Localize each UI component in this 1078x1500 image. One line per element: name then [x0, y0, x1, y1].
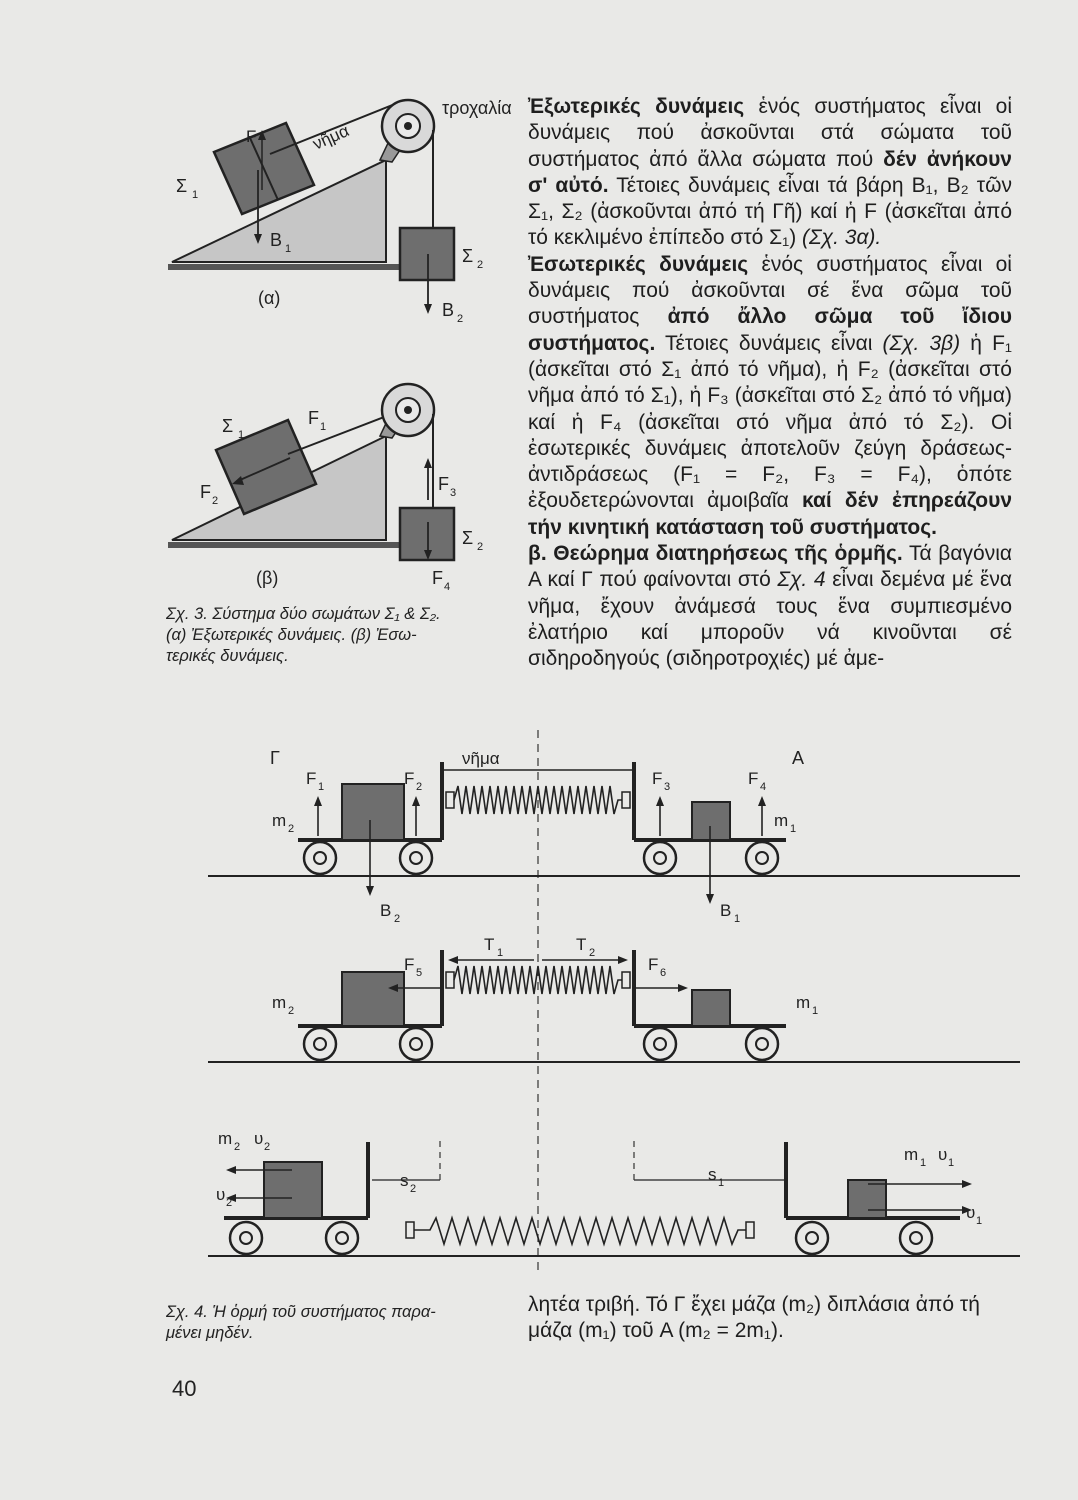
label-m2u2-velocity-sub: 2 [264, 1141, 271, 1153]
label-sigma1-a-sub: 1 [192, 189, 199, 201]
label-B1-a-sub: 1 [285, 243, 292, 255]
label-m2u2-velocity: υ [254, 1129, 264, 1148]
label-pulley: τροχαλία [442, 98, 512, 118]
wagon-gamma-load-mid [342, 972, 404, 1026]
label-s1: s [708, 1165, 717, 1184]
label-sigma2-a: Σ [462, 246, 474, 266]
label-m1u1-velocity: υ [938, 1145, 948, 1164]
label-sigma2-a-sub: 2 [477, 259, 484, 271]
label-string-a: νῆμα [309, 121, 352, 154]
figure-reference: (Σχ. 3α). [802, 226, 882, 250]
text-span: ἑνός συστήματος εἶναι οἱ δυνάμεις πού ἀσκοῦνται σέ ἕνα σῶμα τοῦ συστήματος [528, 252, 1012, 329]
label-sigma1-a: Σ [176, 176, 188, 196]
released-spring [414, 1218, 746, 1244]
text-span: ἑνός συστήματος εἶναι οἱ δυνάμεις πού ἀσκοῦνται στά σώματα τοῦ συστήματος ἀπό ἄλλα σώματα πού [528, 95, 1012, 171]
label-sigma1-b: Σ [222, 416, 234, 436]
label-m2u2-sub: 2 [234, 1141, 241, 1153]
label-u1: υ [966, 1203, 976, 1222]
label-B1-a: B [270, 230, 283, 250]
label-B2-a: B [442, 300, 455, 320]
term-external-forces: Ἐξωτερικές δυνάμεις [528, 95, 745, 118]
section-heading-momentum: β. Θεώρημα διατηρήσεως τῆς ὁρμῆς. [528, 542, 903, 566]
label-s2: s [400, 1171, 409, 1190]
label-string: νῆμα [462, 749, 500, 768]
label-F5-sub: 5 [416, 967, 423, 979]
label-m1u1-sub: 1 [920, 1157, 927, 1169]
label-F4-sub: 4 [760, 781, 767, 793]
figure-4-initial [208, 748, 1020, 925]
label-F4-b: F [432, 568, 443, 588]
label-T2-sub: 2 [589, 947, 596, 959]
wagon-alpha-load-after [848, 1180, 886, 1218]
label-F-a: F [246, 127, 257, 146]
label-B1: B [720, 901, 732, 920]
label-m2u2: m [218, 1129, 233, 1148]
label-T1-sub: 1 [497, 947, 504, 959]
label-F2-b-sub: 2 [212, 495, 219, 507]
label-m1u1: m [904, 1145, 919, 1164]
label-F1-b: F [308, 408, 319, 428]
label-m2-mid: m [272, 993, 287, 1012]
label-F6: F [648, 955, 659, 974]
label-u2: υ [216, 1185, 226, 1204]
figure-4-tension [208, 935, 1020, 1062]
label-alpha: A [792, 748, 805, 768]
label-sigma1-b-sub: 1 [238, 429, 245, 441]
label-B2-sub: 2 [394, 913, 401, 925]
label-s1-sub: 1 [718, 1177, 725, 1189]
label-B2-a-sub: 2 [457, 313, 464, 325]
label-F3: F [652, 769, 663, 788]
label-s2-sub: 2 [410, 1183, 417, 1195]
label-F2: F [404, 769, 415, 788]
term-internal-forces: Ἐσωτερικές δυνάμεις [528, 252, 749, 276]
label-m2-mid-sub: 2 [288, 1005, 295, 1017]
label-m1-top-sub: 1 [790, 823, 797, 835]
label-F3-b-sub: 3 [450, 487, 457, 499]
label-u2-sub: 2 [226, 1197, 233, 1209]
label-B1-sub: 1 [734, 913, 741, 925]
label-F1-b-sub: 1 [320, 421, 327, 433]
label-m2-top: m [272, 811, 287, 830]
label-u1-sub: 1 [976, 1215, 983, 1227]
label-F4-b-sub: 4 [444, 581, 451, 593]
label-T1: T [484, 935, 495, 954]
figure-3-caption-line1: Σχ. 3. Σύστημα δύο σωμάτων Σ₁ & Σ₂. [166, 605, 441, 623]
text-span: Τέτοιες δυνάμεις εἶναι [655, 331, 883, 355]
wagon-alpha-load-mid [692, 990, 730, 1026]
text-span: Τά βαγόνια A καί Γ πού φαίνονται στό [528, 542, 1012, 592]
figure-reference: (Σχ. 3β) [882, 331, 961, 355]
label-m1-mid: m [796, 993, 811, 1012]
label-F6-sub: 6 [660, 967, 667, 979]
label-panel-b: (β) [256, 568, 279, 588]
figure-3-caption-line2: (α) Ἐξωτερικές δυνάμεις. (β) Ἐσω- [166, 626, 417, 644]
label-sigma2-b: Σ [462, 528, 474, 548]
figure-4-caption-line1: Σχ. 4. Ἡ ὁρμή τοῦ συστήματος παρα- [166, 1303, 436, 1321]
figure-4-caption [166, 1302, 516, 1344]
label-m1-mid-sub: 1 [812, 1005, 819, 1017]
label-T2: T [576, 935, 587, 954]
label-m1u1-velocity-sub: 1 [948, 1157, 955, 1169]
label-F1-sub: 1 [318, 781, 325, 793]
text-span: εἶναι δεμένα μέ ἕνα νῆμα, ἔχουν ἀνάμεσά τους ἕνα συμπιεσμένο ἐλατήριο καί μποροῦν νά κινοῦνται σέ σιδηροδηγούς (σιδηροτροχιές) μέ ἀμε- [528, 568, 1013, 671]
label-F2-sub: 2 [416, 781, 423, 793]
text-span: Τέτοιες δυνάμεις εἶναι τά βάρη B₁, B₂ τῶν Σ₁, Σ₂ (ἀσκοῦνται ἀπό τή Γῆ) καί ἡ F (ἀσκεῖται ἀπό τό κεκλιμένο ἐπίπεδο στό Σ₁) [528, 173, 1012, 250]
figure-reference: Σχ. 4 [777, 568, 826, 592]
figure-4-caption-line2: μένει μηδέν. [166, 1324, 254, 1342]
wagon-alpha-load [692, 802, 730, 840]
label-gamma: Γ [270, 748, 280, 768]
label-B2: B [380, 901, 392, 920]
paragraph-continuation: λητέα τριβή. Τό Γ ἔχει μάζα (m₂) διπλάσια ἀπό τή μάζα (m₁) τοῦ A (m₂ = 2m₁). [528, 1293, 980, 1342]
label-sigma2-b-sub: 2 [477, 541, 484, 553]
emphasis-span: δέν ἀνήκουν σ' αὐτό. [528, 147, 1012, 197]
emphasis-span: ἀπό ἄλλο σῶμα τοῦ ἴδιου συστήματος. [528, 305, 1012, 355]
figure-4-after [208, 1129, 1020, 1256]
label-panel-a: (α) [258, 288, 281, 308]
text-span: ἡ F₁ (ἀσκεῖται στό Σ₁ ἀπό τό νῆμα), ἡ F₂ (ἀσκεῖται στό νῆμα ἀπό τό Σ₁), ἡ F₃ (ἀσκεῖται στό Σ₂ ἀπό τό νῆμα) καί ἡ F₄ (ἀσκεῖται στό νῆμα ἀπό τό Σ₂). Οἱ ἐσωτερικές δυνάμεις ἀποτελοῦν ζεύγη δράσεως-ἀντιδράσεως (F₁ = F₂, F₃ = F₄), ὁπότε ἐξουδετερώνονται ἀμοιβαῖα [528, 331, 1013, 513]
label-m2-top-sub: 2 [288, 823, 295, 835]
page-number: 40 [172, 1376, 197, 1401]
label-F3-sub: 3 [664, 781, 671, 793]
label-F4: F [748, 769, 759, 788]
label-F1: F [306, 769, 317, 788]
figure-3-caption-line3: τερικές δυνάμεις. [166, 647, 289, 665]
wagon-gamma-load [342, 784, 404, 840]
label-F2-b: F [200, 482, 211, 502]
label-F3-b: F [438, 474, 449, 494]
emphasis-span: καί δέν ἐπηρεάζουν τήν κινητική κατάσταση τοῦ συστήματος. [528, 489, 1012, 539]
label-m1-top: m [774, 811, 789, 830]
label-F5: F [404, 955, 415, 974]
